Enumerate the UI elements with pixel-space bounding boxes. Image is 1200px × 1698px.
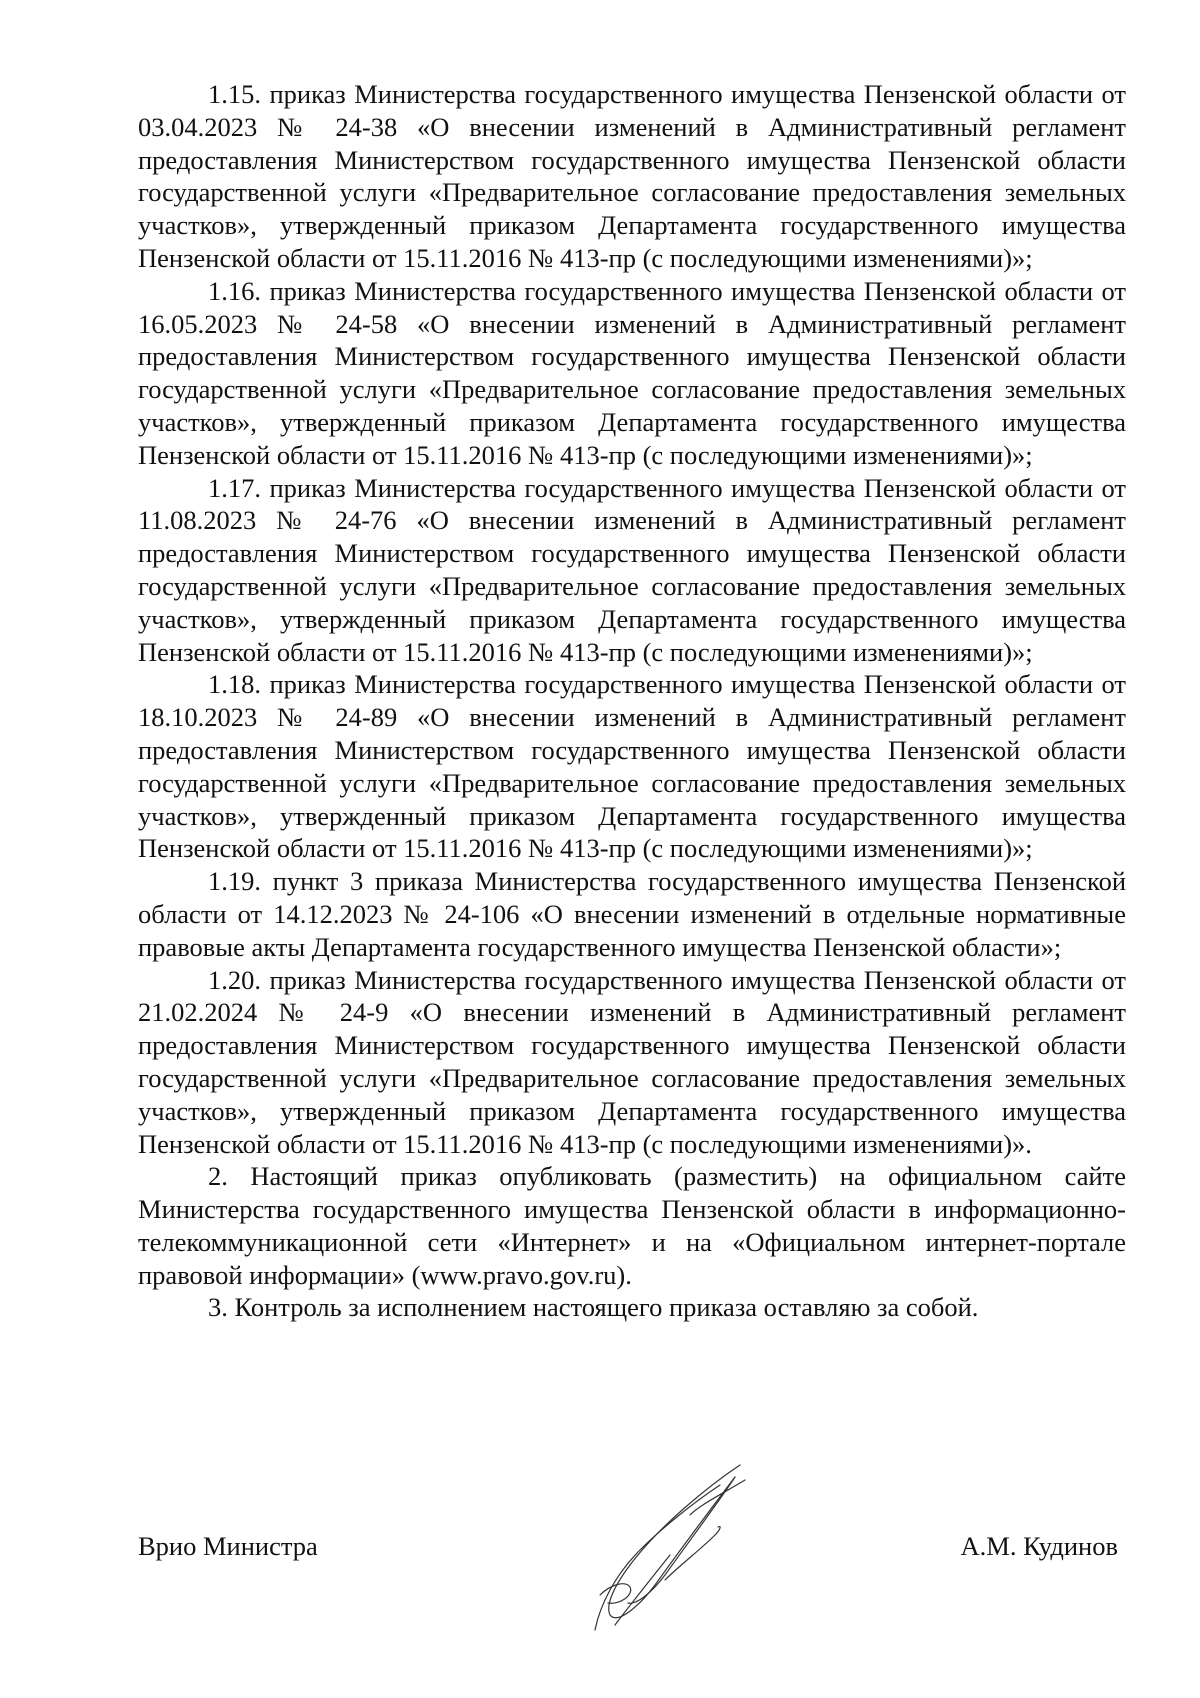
paragraph-1-19: 1.19. пункт 3 приказа Министерства государственного имущества Пензенской области от 14.12.2023 № 24-106 «О внесении изменений в отдельные нормативные правовые акты Департамента государственного имущества Пензенской области»; (138, 866, 1126, 962)
paragraph-2: 2. Настоящий приказ опубликовать (разместить) на официальном сайте Министерства государственного имущества Пензенской области в информационно-телекоммуникационной сети «Интернет» и на «Официальном интернет-портале правовой информации» (www.pravo.gov.ru). (138, 1161, 1126, 1290)
paragraph-3: 3. Контроль за исполнением настоящего приказа оставляю за собой. (208, 1292, 979, 1323)
paragraph-1-16: 1.16. приказ Министерства государственного имущества Пензенской области от 16.05.2023 № 24-58 «О внесении изменений в Административный регламент предоставления Министерством государственного имущества Пензенской области государственной услуги «Предварительное согласование предоставления земельных участков», утвержденный приказом Департамента государственного имущества Пензенской области от 15.11.2016 № 413-пр (с последующими изменениями)»; (138, 275, 1126, 470)
signer-title: Врио Министра (138, 1531, 318, 1561)
paragraph-1-17: 1.17. приказ Министерства государственного имущества Пензенской области от 11.08.2023 № 24-76 «О внесении изменений в Административный регламент предоставления Министерством государственного имущества Пензенской области государственной услуги «Предварительное согласование предоставления земельных участков», утвержденный приказом Департамента государственного имущества Пензенской области от 15.11.2016 № 413-пр (с последующими изменениями)»; (138, 472, 1126, 667)
document-body (138, 78, 1126, 1324)
signature-block (138, 1530, 1126, 1570)
paragraph-1-15: 1.15. приказ Министерства государственного имущества Пензенской области от 03.04.2023 № 24-38 «О внесении изменений в Административный регламент предоставления Министерством государственного имущества Пензенской области государственной услуги «Предварительное согласование предоставления земельных участков», утвержденный приказом Департамента государственного имущества Пензенской области от 15.11.2016 № 413-пр (с последующими изменениями)»; (138, 79, 1126, 273)
signer-name: А.М. Кудинов (960, 1531, 1118, 1561)
paragraph-1-18: 1.18. приказ Министерства государственного имущества Пензенской области от 18.10.2023 № 24-89 «О внесении изменений в Административный регламент предоставления Министерством государственного имущества Пензенской области государственной услуги «Предварительное согласование предоставления земельных участков», утвержденный приказом Департамента государственного имущества Пензенской области от 15.11.2016 № 413-пр (с последующими изменениями)»; (138, 669, 1126, 864)
paragraph-1-20: 1.20. приказ Министерства государственного имущества Пензенской области от 21.02.2024 № 24-9 «О внесении изменений в Административный регламент предоставления Министерством государственного имущества Пензенской области государственной услуги «Предварительное согласование предоставления земельных участков», утвержденный приказом Департамента государственного имущества Пензенской области от 15.11.2016 № 413-пр (с последующими изменениями)». (138, 964, 1126, 1159)
